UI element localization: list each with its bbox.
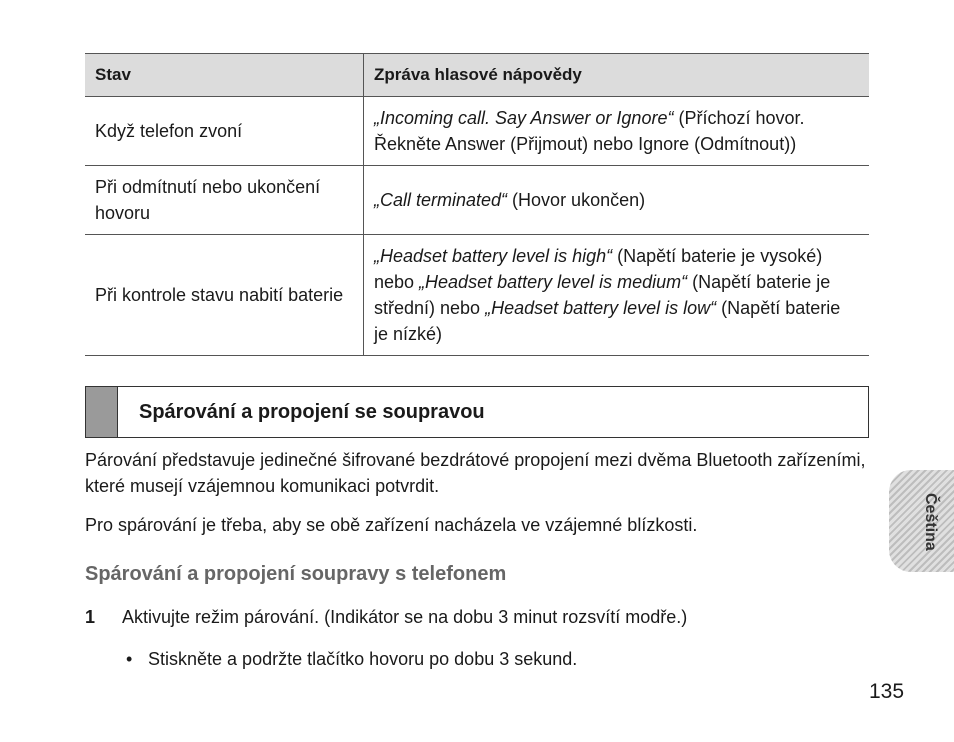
bullet-dot: • xyxy=(126,649,133,669)
step-text: Aktivujte režim párování. (Indikátor se na dobu 3 minut rozsvítí modře.) xyxy=(122,607,688,627)
section-heading-box xyxy=(85,386,869,438)
language-tab-label: Čeština xyxy=(922,493,939,551)
table-header-row xyxy=(85,54,869,97)
step-number: 1 xyxy=(85,607,96,627)
prompt-translation: (Příchozí hovor. Řekněte Answer (Přijmout) nebo Ignore (Odmítnout)) xyxy=(374,108,805,154)
bullet-item xyxy=(126,646,577,672)
message-cell xyxy=(364,166,870,235)
section-marker xyxy=(86,387,118,437)
section-title: Spárování a propojení se soupravou xyxy=(139,400,485,423)
subheading: Spárování a propojení soupravy s telefonem xyxy=(85,563,507,585)
state-cell: Při kontrole stavu nabití baterie xyxy=(85,235,364,356)
prompt-phrase: „Headset battery level is medium“ xyxy=(419,272,688,292)
state-cell: Při odmítnutí nebo ukončení hovoru xyxy=(85,166,364,235)
prompt-translation: (Napětí baterie je nízké) xyxy=(374,298,841,344)
language-tab xyxy=(889,470,954,572)
bullet-text: Stiskněte a podržte tlačítko hovoru po dobu 3 sekund. xyxy=(148,649,578,669)
prompt-translation: (Napětí baterie je střední) nebo xyxy=(374,272,831,318)
prompt-translation: (Napětí baterie je vysoké) nebo xyxy=(374,246,823,292)
column-header-state: Stav xyxy=(85,54,364,97)
step-item xyxy=(85,604,687,630)
prompt-phrase: „Call terminated“ xyxy=(374,190,508,210)
paragraph-pairing-proximity: Pro spárování je třeba, aby se obě zařízení nacházela ve vzájemné blízkosti. xyxy=(85,515,698,535)
voice-prompt-table xyxy=(85,53,869,356)
state-cell: Když telefon zvoní xyxy=(85,97,364,166)
page-number: 135 xyxy=(869,680,905,703)
message-cell xyxy=(364,97,870,166)
prompt-phrase: „Incoming call. Say Answer or Ignore“ xyxy=(374,108,674,128)
prompt-translation: (Hovor ukončen) xyxy=(507,190,646,210)
column-header-message: Zpráva hlasové nápovědy xyxy=(364,54,870,97)
message-cell xyxy=(364,235,870,356)
paragraph-pairing-intro: Párování představuje jedinečné šifrované bezdrátové propojení mezi dvěma Bluetooth zařízeními, které musejí vzájemnou komunikaci potvrdit. xyxy=(85,450,866,496)
prompt-phrase: „Headset battery level is high“ xyxy=(374,246,613,266)
prompt-phrase: „Headset battery level is low“ xyxy=(485,298,717,318)
table-row xyxy=(85,166,869,235)
table-row xyxy=(85,97,869,166)
table-row xyxy=(85,235,869,356)
